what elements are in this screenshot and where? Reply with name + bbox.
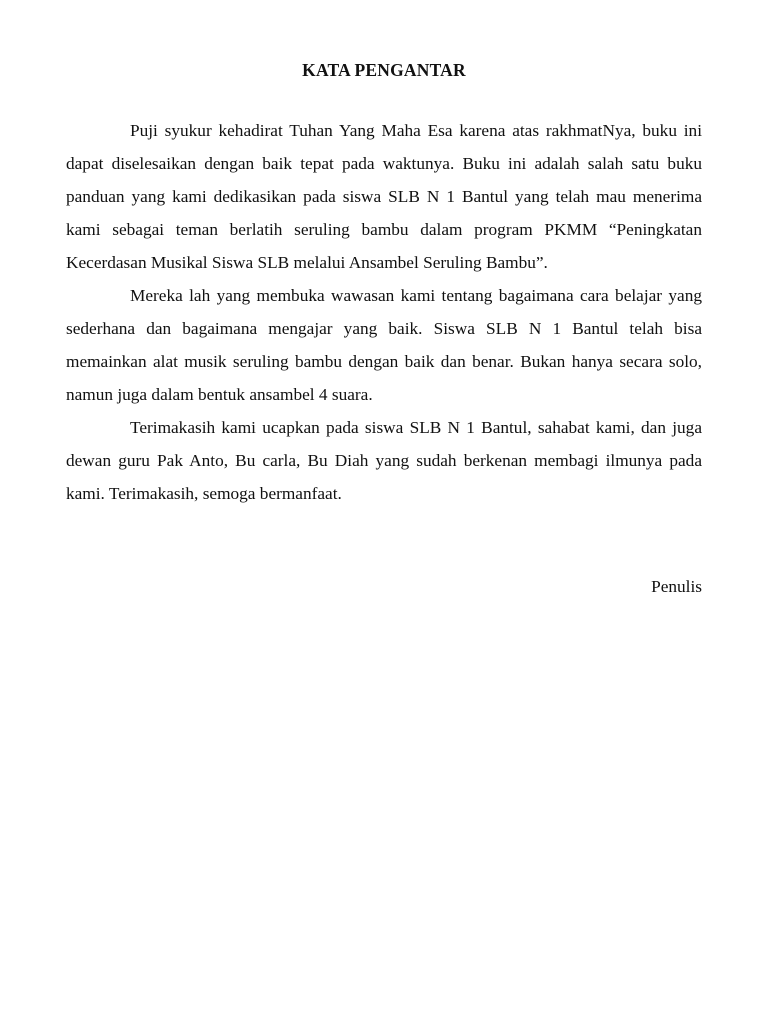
signature: Penulis — [651, 577, 702, 596]
document-body — [66, 114, 702, 510]
page-title: KATA PENGANTAR — [302, 60, 466, 80]
paragraph-1: Puji syukur kehadirat Tuhan Yang Maha Esa karena atas rakhmatNya, buku ini dapat diselesaikan dengan baik tepat pada waktunya. Buku ini adalah salah satu buku panduan yang kami dedikasikan pada siswa SLB N 1 Bantul yang telah mau menerima kami sebagai teman berlatih seruling bambu dalam program PKMM “Peningkatan Kecerdasan Musikal Siswa SLB melalui Ansambel Seruling Bambu”. — [66, 121, 702, 272]
paragraph-2: Mereka lah yang membuka wawasan kami tentang bagaimana cara belajar yang sederhana dan bagaimana mengajar yang baik. Siswa SLB N 1 Bantul telah bisa memainkan alat musik seruling bambu dengan baik dan benar. Bukan hanya secara solo, namun juga dalam bentuk ansambel 4 suara. — [66, 286, 702, 404]
paragraph-3: Terimakasih kami ucapkan pada siswa SLB N 1 Bantul, sahabat kami, dan juga dewan guru Pak Anto, Bu carla, Bu Diah yang sudah berkenan membagi ilmunya pada kami. Terimakasih, semoga bermanfaat. — [66, 418, 702, 503]
